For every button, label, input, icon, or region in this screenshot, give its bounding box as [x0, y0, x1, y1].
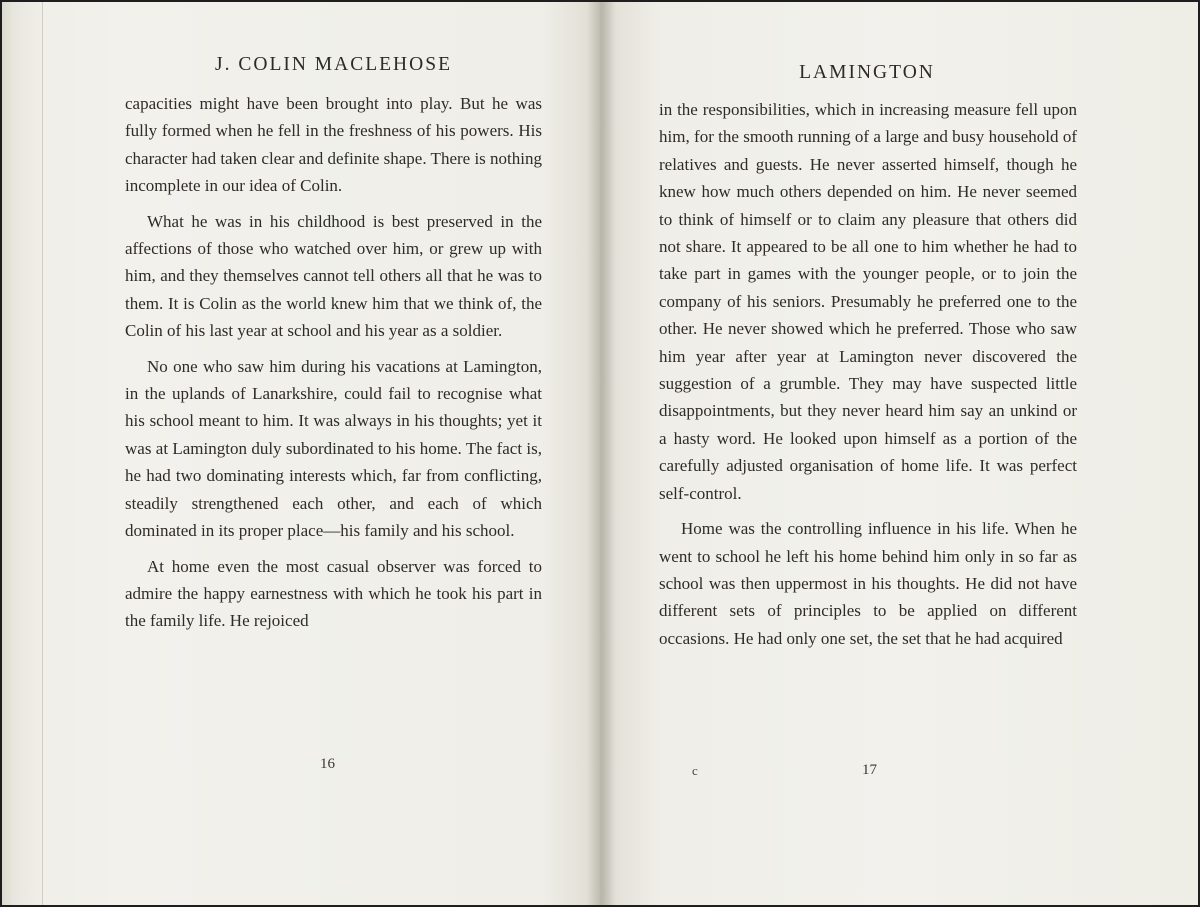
left-paragraph-4: At home even the most casual observer was forced to admire the happy earnestness with which he took his part in the family life. He rejoiced: [125, 556, 542, 631]
left-page: [2, 2, 600, 905]
right-text-block: [659, 96, 1077, 652]
right-page-number: 17: [862, 762, 877, 778]
left-page-number: 16: [320, 756, 335, 772]
signature-mark: c: [692, 763, 698, 778]
right-running-head: LAMINGTON: [799, 62, 935, 83]
page-deckle-edge: [2, 2, 43, 905]
right-paragraph-2: Home was the controlling influence in his life. When he went to school he left his home behind him only in so far as school was then uppermost in his thoughts. He did not have different sets of principles to be applied on different occasions. He had only one set, the set that he had acquired: [659, 519, 1077, 648]
gutter-shadow: [587, 2, 617, 905]
left-paragraph-3: No one who saw him during his vacations at Lamington, in the uplands of Lanarkshire, could fail to recognise what his school meant to him. It was always in his thoughts; yet it was at Lamington duly subordinated to his home. The fact is, he had two dominating interests which, far from conflicting, steadily strengthened each other, and each of which dominated in its proper place—his family and his school.: [125, 356, 542, 541]
left-running-head: J. COLIN MACLEHOSE: [215, 54, 452, 75]
right-page: [600, 2, 1198, 905]
right-paragraph-1: in the responsibilities, which in increasing measure fell upon him, for the smooth running of a large and busy household of relatives and guests. He never asserted himself, though he knew how much others depended on him. He never seemed to think of himself or to claim any pleasure that others did not share. It appeared to be all one to him whether he had to take part in games with the younger people, or to join the company of his seniors. Presumably he preferred one to the other. He never showed which he preferred. Those who saw him year after year at Lamington never discovered the suggestion of a grumble. They may have suspected little disappointments, but they never heard him say an unkind or a hasty word. He looked upon himself as a portion of the carefully adjusted organisation of home life. It was perfect self-control.: [659, 100, 1077, 503]
left-paragraph-2: What he was in his childhood is best preserved in the affections of those who watched over him, or grew up with him, and they themselves cannot tell others all that he was to them. It is Colin as the world knew him that we think of, the Colin of his last year at school and his year as a soldier.: [125, 211, 542, 341]
left-paragraph-1: capacities might have been brought into play. But he was fully formed when he fell in the freshness of his powers. His character had taken clear and definite shape. There is nothing incomplete in our idea of Colin.: [125, 94, 542, 196]
left-text-block: [125, 90, 542, 635]
